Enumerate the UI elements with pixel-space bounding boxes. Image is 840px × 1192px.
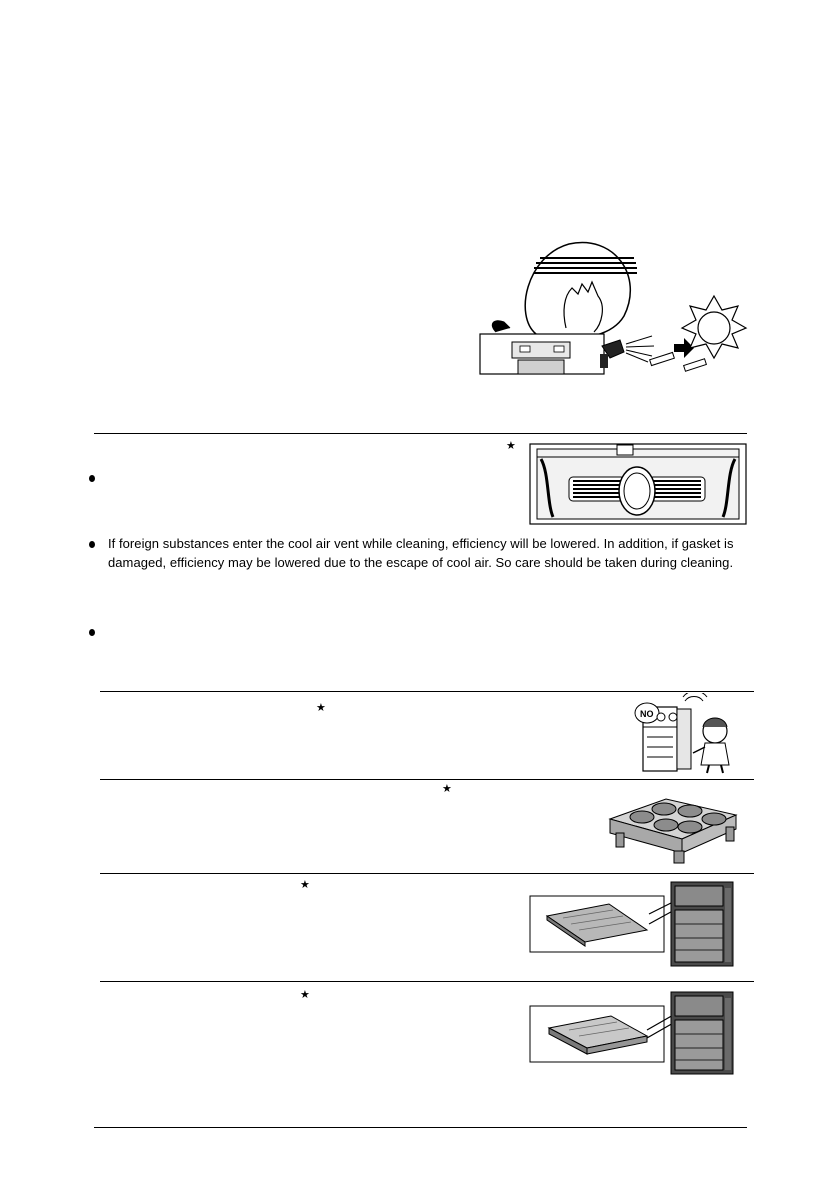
star-icon: ★ <box>300 879 310 891</box>
bullet-icon <box>89 475 95 482</box>
svg-text:NO: NO <box>640 709 654 719</box>
section-rule <box>100 981 754 982</box>
page-footer-rule <box>94 1127 747 1128</box>
section-rule <box>100 691 754 692</box>
shelf-part-illustration-1 <box>529 880 735 968</box>
shelf-part-illustration-2 <box>529 990 735 1076</box>
section-rule <box>94 433 747 434</box>
bullet-icon <box>89 629 95 636</box>
star-icon: ★ <box>506 440 516 452</box>
section-rule <box>100 779 754 780</box>
door-open-warning-illustration <box>633 693 735 775</box>
section-rule <box>100 873 754 874</box>
bullet-icon <box>89 541 95 548</box>
star-icon: ★ <box>300 989 310 1001</box>
cool-air-vent-illustration <box>529 443 747 525</box>
cool-air-vent-caution-text: If foreign substances enter the cool air vent while cleaning, efficiency will be lowered. In addition, if gasket is damaged, efficiency may be lowered due to the escape of cool air. So care should be taken during cleaning. <box>108 536 734 570</box>
egg-tray-illustration <box>604 795 740 865</box>
star-icon: ★ <box>442 783 452 795</box>
star-icon: ★ <box>316 702 326 714</box>
door-gasket-cleaning-illustration <box>474 236 749 376</box>
